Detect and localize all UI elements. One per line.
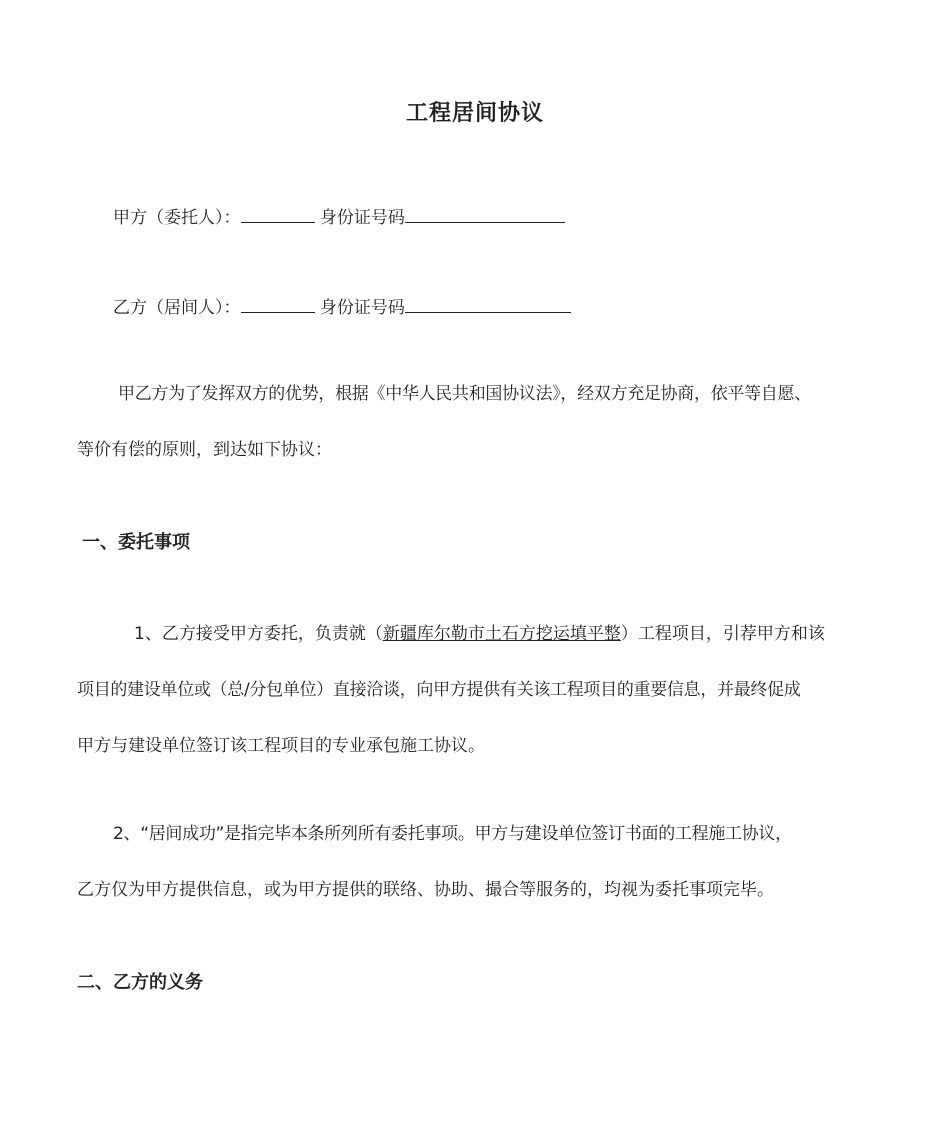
- item-1-line-2: 项目的建设单位或（总/分包单位）直接洽谈，向甲方提供有关该工程项目的重要信息，并最终促成: [77, 680, 801, 700]
- party-a-line: [113, 204, 565, 230]
- party-a-label: 甲方（委托人）：: [113, 208, 241, 228]
- item-2-line-1: 2、“居间成功”是指完毕本条所列所有委托事项。甲方与建设单位签订书面的工程施工协议，: [113, 824, 792, 844]
- document-title: 工程居间协议: [405, 101, 544, 126]
- item-2-line-2: 乙方仅为甲方提供信息，或为甲方提供的联络、协助、撮合等服务的，均视为委托事项完毕。: [77, 880, 774, 900]
- item-1-prefix: 1、乙方接受甲方委托，负责就（: [134, 624, 383, 644]
- party-a-id-label: 身份证号码: [319, 208, 405, 228]
- item-1-line-3: 甲方与建设单位签订该工程项目的专业承包施工协议。: [77, 736, 485, 756]
- party-b-name-blank: [241, 294, 315, 313]
- party-b-label: 乙方（居间人）：: [113, 298, 241, 318]
- party-b-line: [113, 294, 571, 320]
- party-b-id-label: 身份证号码: [319, 298, 405, 318]
- intro-line-1: 甲乙方为了发挥双方的优势，根据《中华人民共和国协议法》，经双方充足协商，依平等自愿、: [118, 384, 811, 404]
- party-a-id-blank: [405, 204, 565, 223]
- party-b-id-blank: [405, 294, 571, 313]
- section-2-heading: 二、乙方的义务: [77, 972, 203, 993]
- item-1-suffix: ）工程项目，引荐甲方和该: [620, 624, 825, 644]
- section-1-heading: 一、委托事项: [82, 532, 190, 553]
- party-a-name-blank: [241, 204, 315, 223]
- item-1-line-1: [134, 622, 825, 646]
- project-name: 新疆库尔勒市土石方挖运填平整: [382, 624, 621, 644]
- intro-line-2: 等价有偿的原则，到达如下协议：: [77, 440, 332, 460]
